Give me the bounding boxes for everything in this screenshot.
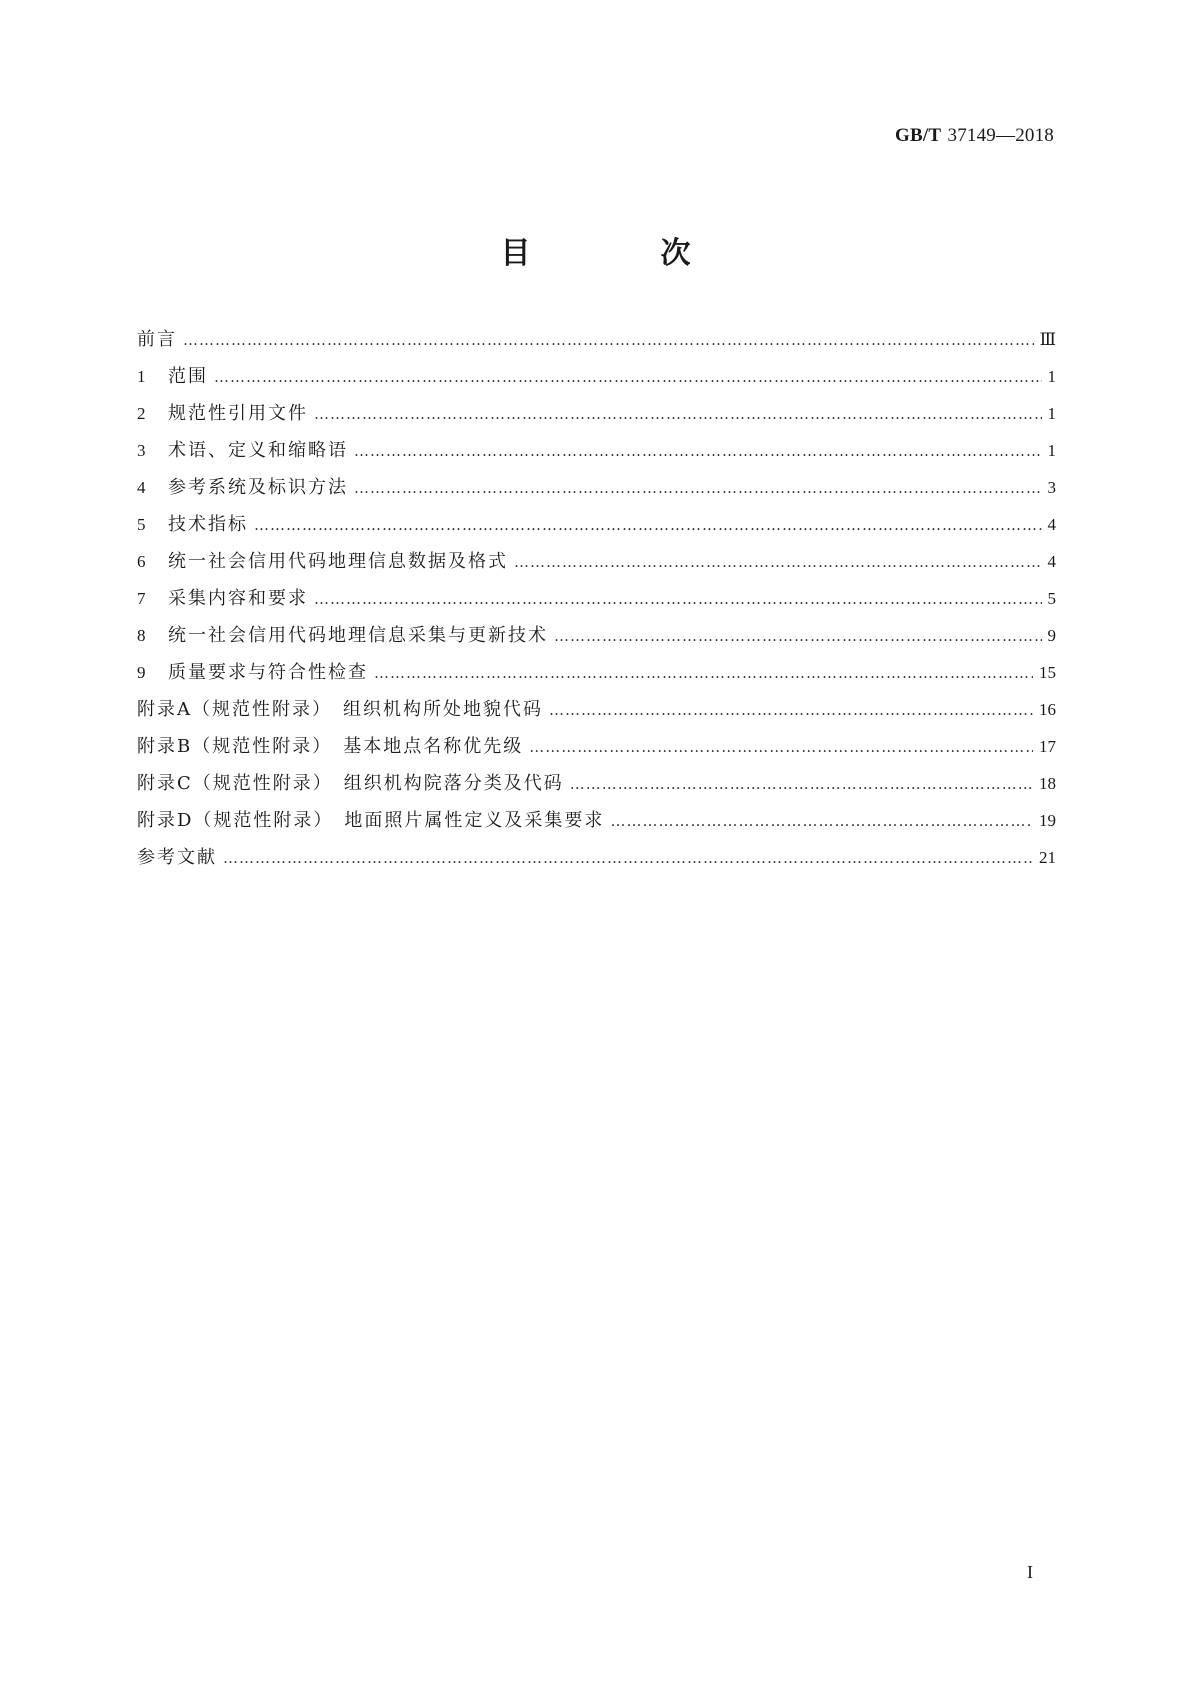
toc-entry-number: 5 bbox=[137, 515, 146, 534]
standard-number: 37149—2018 bbox=[947, 125, 1054, 146]
toc-entry-5[interactable] bbox=[137, 510, 1056, 547]
toc-entry-label: 技术指标 bbox=[168, 514, 248, 535]
page-number: I bbox=[1027, 1562, 1033, 1582]
toc-entry-page: 9 bbox=[1047, 626, 1056, 645]
toc-leader-dots bbox=[183, 331, 1034, 349]
toc-entry-number: 9 bbox=[137, 663, 146, 682]
toc-entry-label: 附录C（规范性附录） 组织机构院落分类及代码 bbox=[137, 773, 564, 794]
toc-leader-dots bbox=[554, 627, 1042, 645]
toc-entry-appendix-c[interactable] bbox=[137, 769, 1056, 806]
toc-entry-page: Ⅲ bbox=[1039, 330, 1056, 349]
toc-entry-7[interactable] bbox=[137, 584, 1056, 621]
toc-entry-number: 2 bbox=[137, 404, 146, 423]
toc-entry-label: 附录B（规范性附录） 基本地点名称优先级 bbox=[137, 736, 524, 757]
toc-entry-2[interactable] bbox=[137, 399, 1056, 436]
toc-entry-9[interactable] bbox=[137, 658, 1056, 695]
toc-leader-dots bbox=[314, 590, 1042, 608]
standard-prefix: GB/T bbox=[895, 125, 942, 146]
toc-leader-dots bbox=[314, 405, 1042, 423]
toc-leader-dots bbox=[610, 812, 1033, 830]
toc-entry-label: 质量要求与符合性检查 bbox=[168, 662, 368, 683]
toc-entry-number: 3 bbox=[137, 441, 146, 460]
toc-entry-page: 21 bbox=[1039, 848, 1056, 867]
toc-entry-3[interactable] bbox=[137, 436, 1056, 473]
toc-leader-dots bbox=[374, 664, 1033, 682]
toc-entry-foreword[interactable] bbox=[137, 325, 1056, 362]
toc-entry-label: 附录A（规范性附录） 组织机构所处地貌代码 bbox=[137, 699, 543, 720]
toc-entry-page: 17 bbox=[1039, 737, 1056, 756]
toc-entry-appendix-a[interactable] bbox=[137, 695, 1056, 732]
toc-leader-dots bbox=[223, 849, 1033, 867]
toc-entry-page: 19 bbox=[1039, 811, 1056, 830]
toc-entry-appendix-d[interactable] bbox=[137, 806, 1056, 843]
toc-entry-number: 4 bbox=[137, 478, 146, 497]
toc-entry-label: 采集内容和要求 bbox=[168, 588, 308, 609]
toc-entry-number: 8 bbox=[137, 626, 146, 645]
toc-entry-number: 6 bbox=[137, 552, 146, 571]
toc-entry-page: 5 bbox=[1047, 589, 1056, 608]
toc-entry-label: 范围 bbox=[168, 366, 208, 387]
toc-entry-label: 附录D（规范性附录） 地面照片属性定义及采集要求 bbox=[137, 810, 605, 831]
toc-entry-4[interactable] bbox=[137, 473, 1056, 510]
toc-leader-dots bbox=[570, 775, 1033, 793]
toc-entry-page: 18 bbox=[1039, 774, 1056, 793]
toc-entry-label: 参考文献 bbox=[137, 847, 217, 868]
toc-entry-number: 7 bbox=[137, 589, 146, 608]
toc-entry-label: 前言 bbox=[137, 329, 177, 350]
toc-entry-page: 3 bbox=[1047, 478, 1056, 497]
toc-entry-page: 4 bbox=[1047, 515, 1056, 534]
toc-entry-label: 统一社会信用代码地理信息数据及格式 bbox=[168, 551, 508, 572]
toc-leader-dots bbox=[549, 701, 1033, 719]
toc-entry-page: 16 bbox=[1039, 700, 1056, 719]
standard-code bbox=[895, 124, 1054, 147]
table-of-contents bbox=[137, 325, 1056, 880]
toc-entry-8[interactable] bbox=[137, 621, 1056, 658]
toc-entry-appendix-b[interactable] bbox=[137, 732, 1056, 769]
toc-leader-dots bbox=[254, 516, 1042, 534]
toc-entry-page: 4 bbox=[1047, 552, 1056, 571]
toc-entry-label: 统一社会信用代码地理信息采集与更新技术 bbox=[168, 625, 548, 646]
toc-entry-1[interactable] bbox=[137, 362, 1056, 399]
toc-entry-label: 参考系统及标识方法 bbox=[168, 477, 348, 498]
page-title: 目 次 bbox=[500, 236, 741, 271]
toc-entry-number: 1 bbox=[137, 367, 146, 386]
toc-entry-page: 1 bbox=[1047, 367, 1056, 386]
toc-entry-page: 1 bbox=[1047, 441, 1056, 460]
toc-entry-page: 15 bbox=[1039, 663, 1056, 682]
toc-entry-references[interactable] bbox=[137, 843, 1056, 880]
toc-leader-dots bbox=[354, 442, 1042, 460]
toc-entry-label: 规范性引用文件 bbox=[168, 403, 308, 424]
toc-entry-label: 术语、定义和缩略语 bbox=[168, 440, 348, 461]
toc-entry-6[interactable] bbox=[137, 547, 1056, 584]
toc-leader-dots bbox=[529, 738, 1033, 756]
toc-leader-dots bbox=[214, 368, 1042, 386]
toc-entry-page: 1 bbox=[1047, 404, 1056, 423]
toc-leader-dots bbox=[354, 479, 1042, 497]
toc-leader-dots bbox=[514, 553, 1042, 571]
